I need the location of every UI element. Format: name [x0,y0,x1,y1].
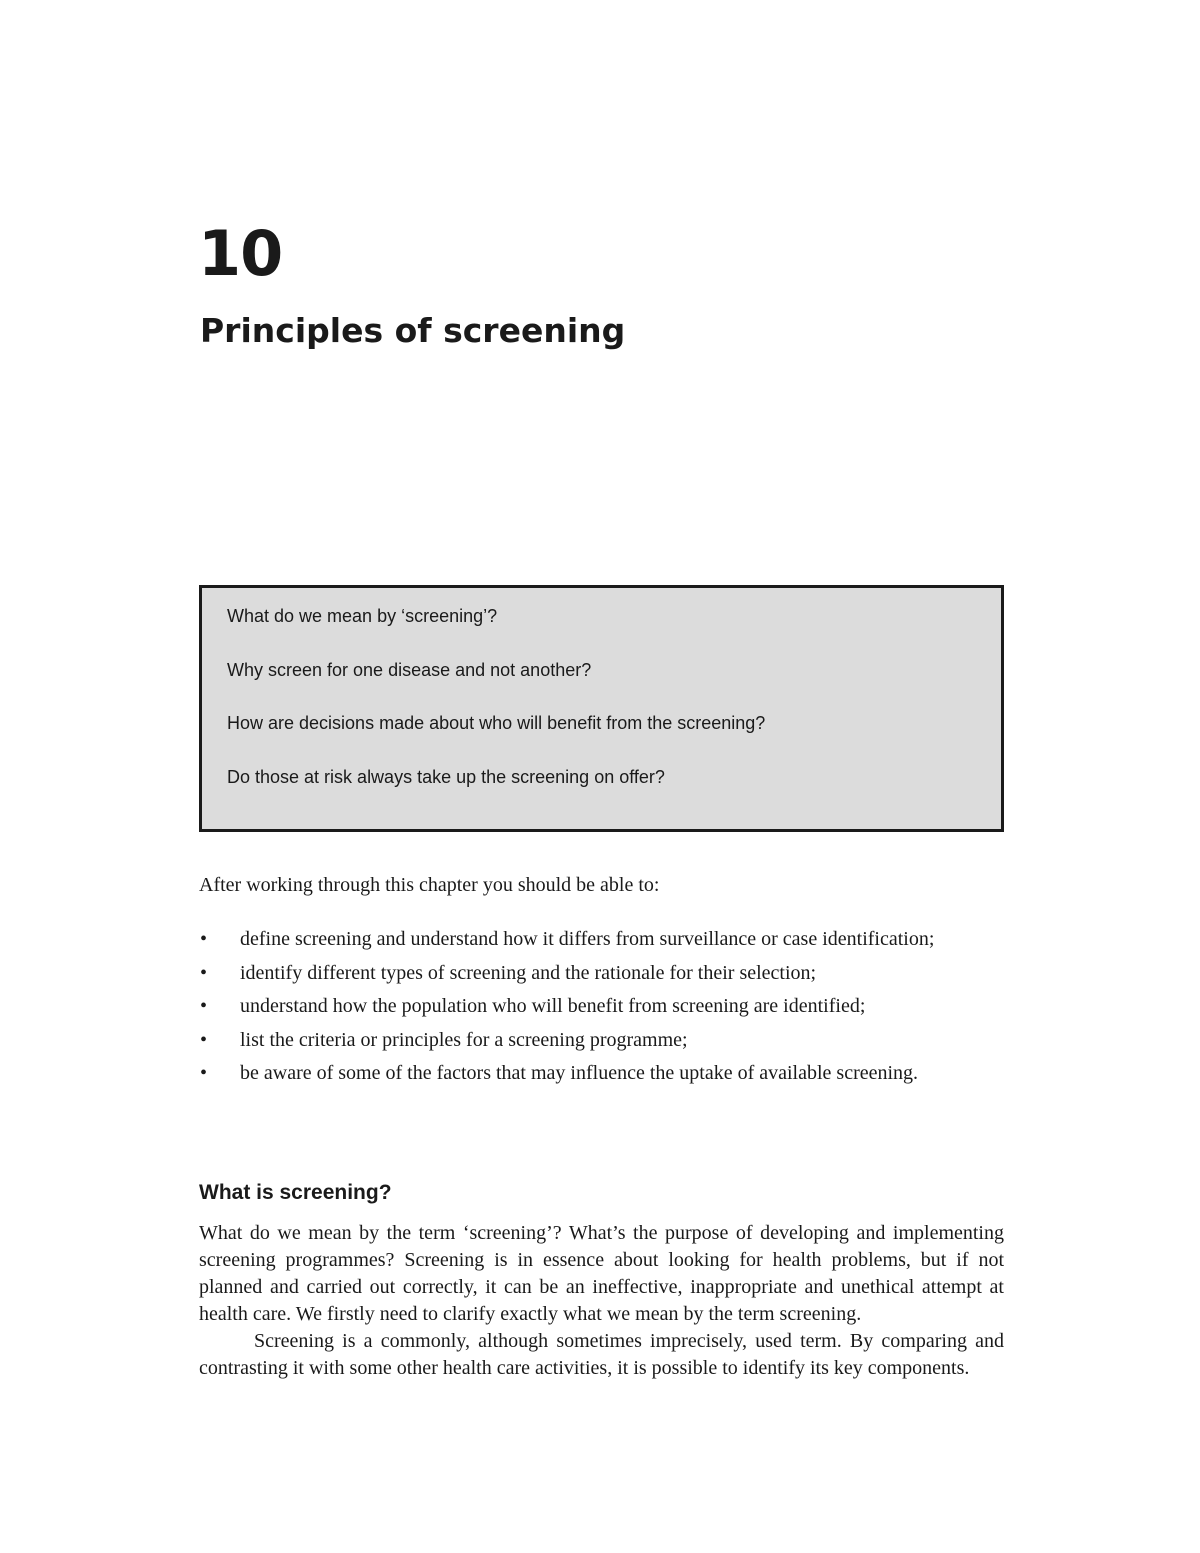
section-heading: What is screening? [199,1181,392,1204]
bullet-icon: • [200,961,208,984]
objective-item [199,1060,1004,1087]
objectives-list [199,926,1004,1094]
bullet-icon: • [200,1028,208,1051]
body-paragraph: Screening is a commonly, although sometimes imprecisely, used term. By comparing and contrasting it with some other health care activities, it is possible to identify its key components. [199,1330,1004,1379]
objectives-intro: After working through this chapter you should be able to: [199,874,660,896]
objective-item [199,1027,1004,1054]
body-paragraph: What do we mean by the term ‘screening’? What’s the purpose of developing and implementing screening programmes? Screening is in essence about looking for health problems, but if not planned and carried out correctly, it can be an ineffective, inappropriate and unethical attempt at health care. We firstly need to clarify exactly what we mean by the term screening. [199,1222,1004,1325]
bullet-icon: • [200,928,208,950]
objective-text: be aware of some of the factors that may influence the uptake of available screening. [240,1062,919,1084]
key-question: How are decisions made about who will benefit from the screening? [227,713,766,733]
key-questions-box [199,585,1004,832]
objective-text: understand how the population who will benefit from screening are identified; [240,995,866,1017]
objective-text: define screening and understand how it differs from surveillance or case identification; [240,928,935,950]
objective-item [199,993,1004,1020]
objective-text: list the criteria or principles for a screening programme; [240,1028,688,1051]
key-question: What do we mean by ‘screening’? [227,606,498,626]
key-question: Do those at risk always take up the screening on offer? [227,766,665,787]
objective-text: identify different types of screening and the rationale for their selection; [240,961,817,984]
objective-item [199,960,1004,987]
bullet-icon: • [200,1062,208,1084]
chapter-title: Principles of screening [200,311,626,350]
objective-item [199,926,1004,953]
bullet-icon: • [200,995,208,1017]
key-question: Why screen for one disease and not another? [227,659,592,680]
section-body [199,1220,1004,1382]
key-questions-list [227,604,981,818]
chapter-number: 10 [198,217,283,290]
